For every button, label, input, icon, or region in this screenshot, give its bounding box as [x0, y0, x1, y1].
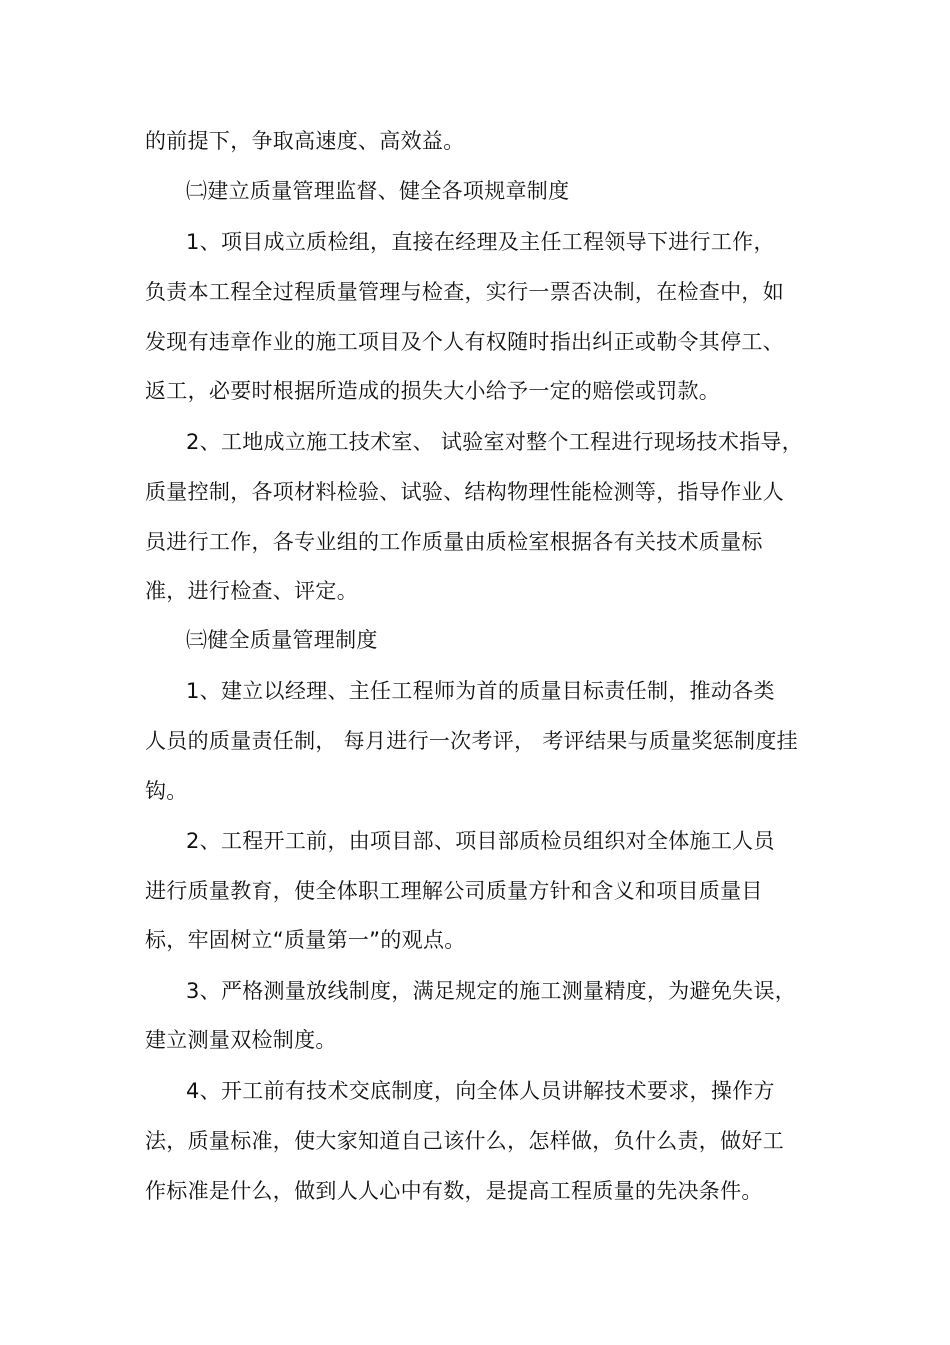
text-line: 钩。	[145, 779, 188, 803]
text-line: 3、严格测量放线制度，满足规定的施工测量精度，为避免失误，	[186, 979, 797, 1003]
text-line: 2、工程开工前，由项目部、项目部质检员组织对全体施工人员	[186, 829, 775, 853]
text-line: 准，进行检查、评定。	[145, 579, 358, 603]
text-line: 人员的质量责任制， 每月进行一次考评， 考评结果与质量奖惩制度挂	[145, 729, 798, 753]
text-line: 质量控制，各项材料检验、试验、结构物理性能检测等，指导作业人	[145, 480, 784, 504]
section-heading: ㈡建立质量管理监督、健全各项规章制度	[186, 179, 570, 203]
text-line: 标，牢固树立“质量第一”的观点。	[145, 928, 466, 952]
text-line: 作标准是什么，做到人人心中有数，是提高工程质量的先决条件。	[145, 1179, 763, 1203]
text-line: 2、工地成立施工技术室、 试验室对整个工程进行现场技术指导，	[186, 430, 804, 454]
text-line: 返工，必要时根据所造成的损失大小给予一定的赔偿或罚款。	[145, 379, 721, 403]
text-line: 进行质量教育，使全体职工理解公司质量方针和含义和项目质量目	[145, 879, 763, 903]
text-line: 4、开工前有技术交底制度，向全体人员讲解技术要求，操作方	[186, 1079, 775, 1103]
text-line: 发现有违章作业的施工项目及个人有权随时指出纠正或勒令其停工、	[145, 330, 784, 354]
section-heading: ㈢健全质量管理制度	[186, 628, 378, 652]
text-line: 建立测量双检制度。	[145, 1028, 337, 1052]
text-line: 1、建立以经理、主任工程师为首的质量目标责任制，推动各类	[186, 679, 775, 703]
text-line: 的前提下，争取高速度、高效益。	[145, 129, 465, 153]
text-line: 负责本工程全过程质量管理与检查，实行一票否决制，在检查中，如	[145, 280, 784, 304]
text-line: 1、项目成立质检组，直接在经理及主任工程领导下进行工作，	[186, 230, 775, 254]
text-line: 员进行工作，各专业组的工作质量由质检室根据各有关技术质量标	[145, 530, 763, 554]
text-line: 法，质量标准，使大家知道自己该什么，怎样做，负什么责，做好工	[145, 1129, 784, 1153]
